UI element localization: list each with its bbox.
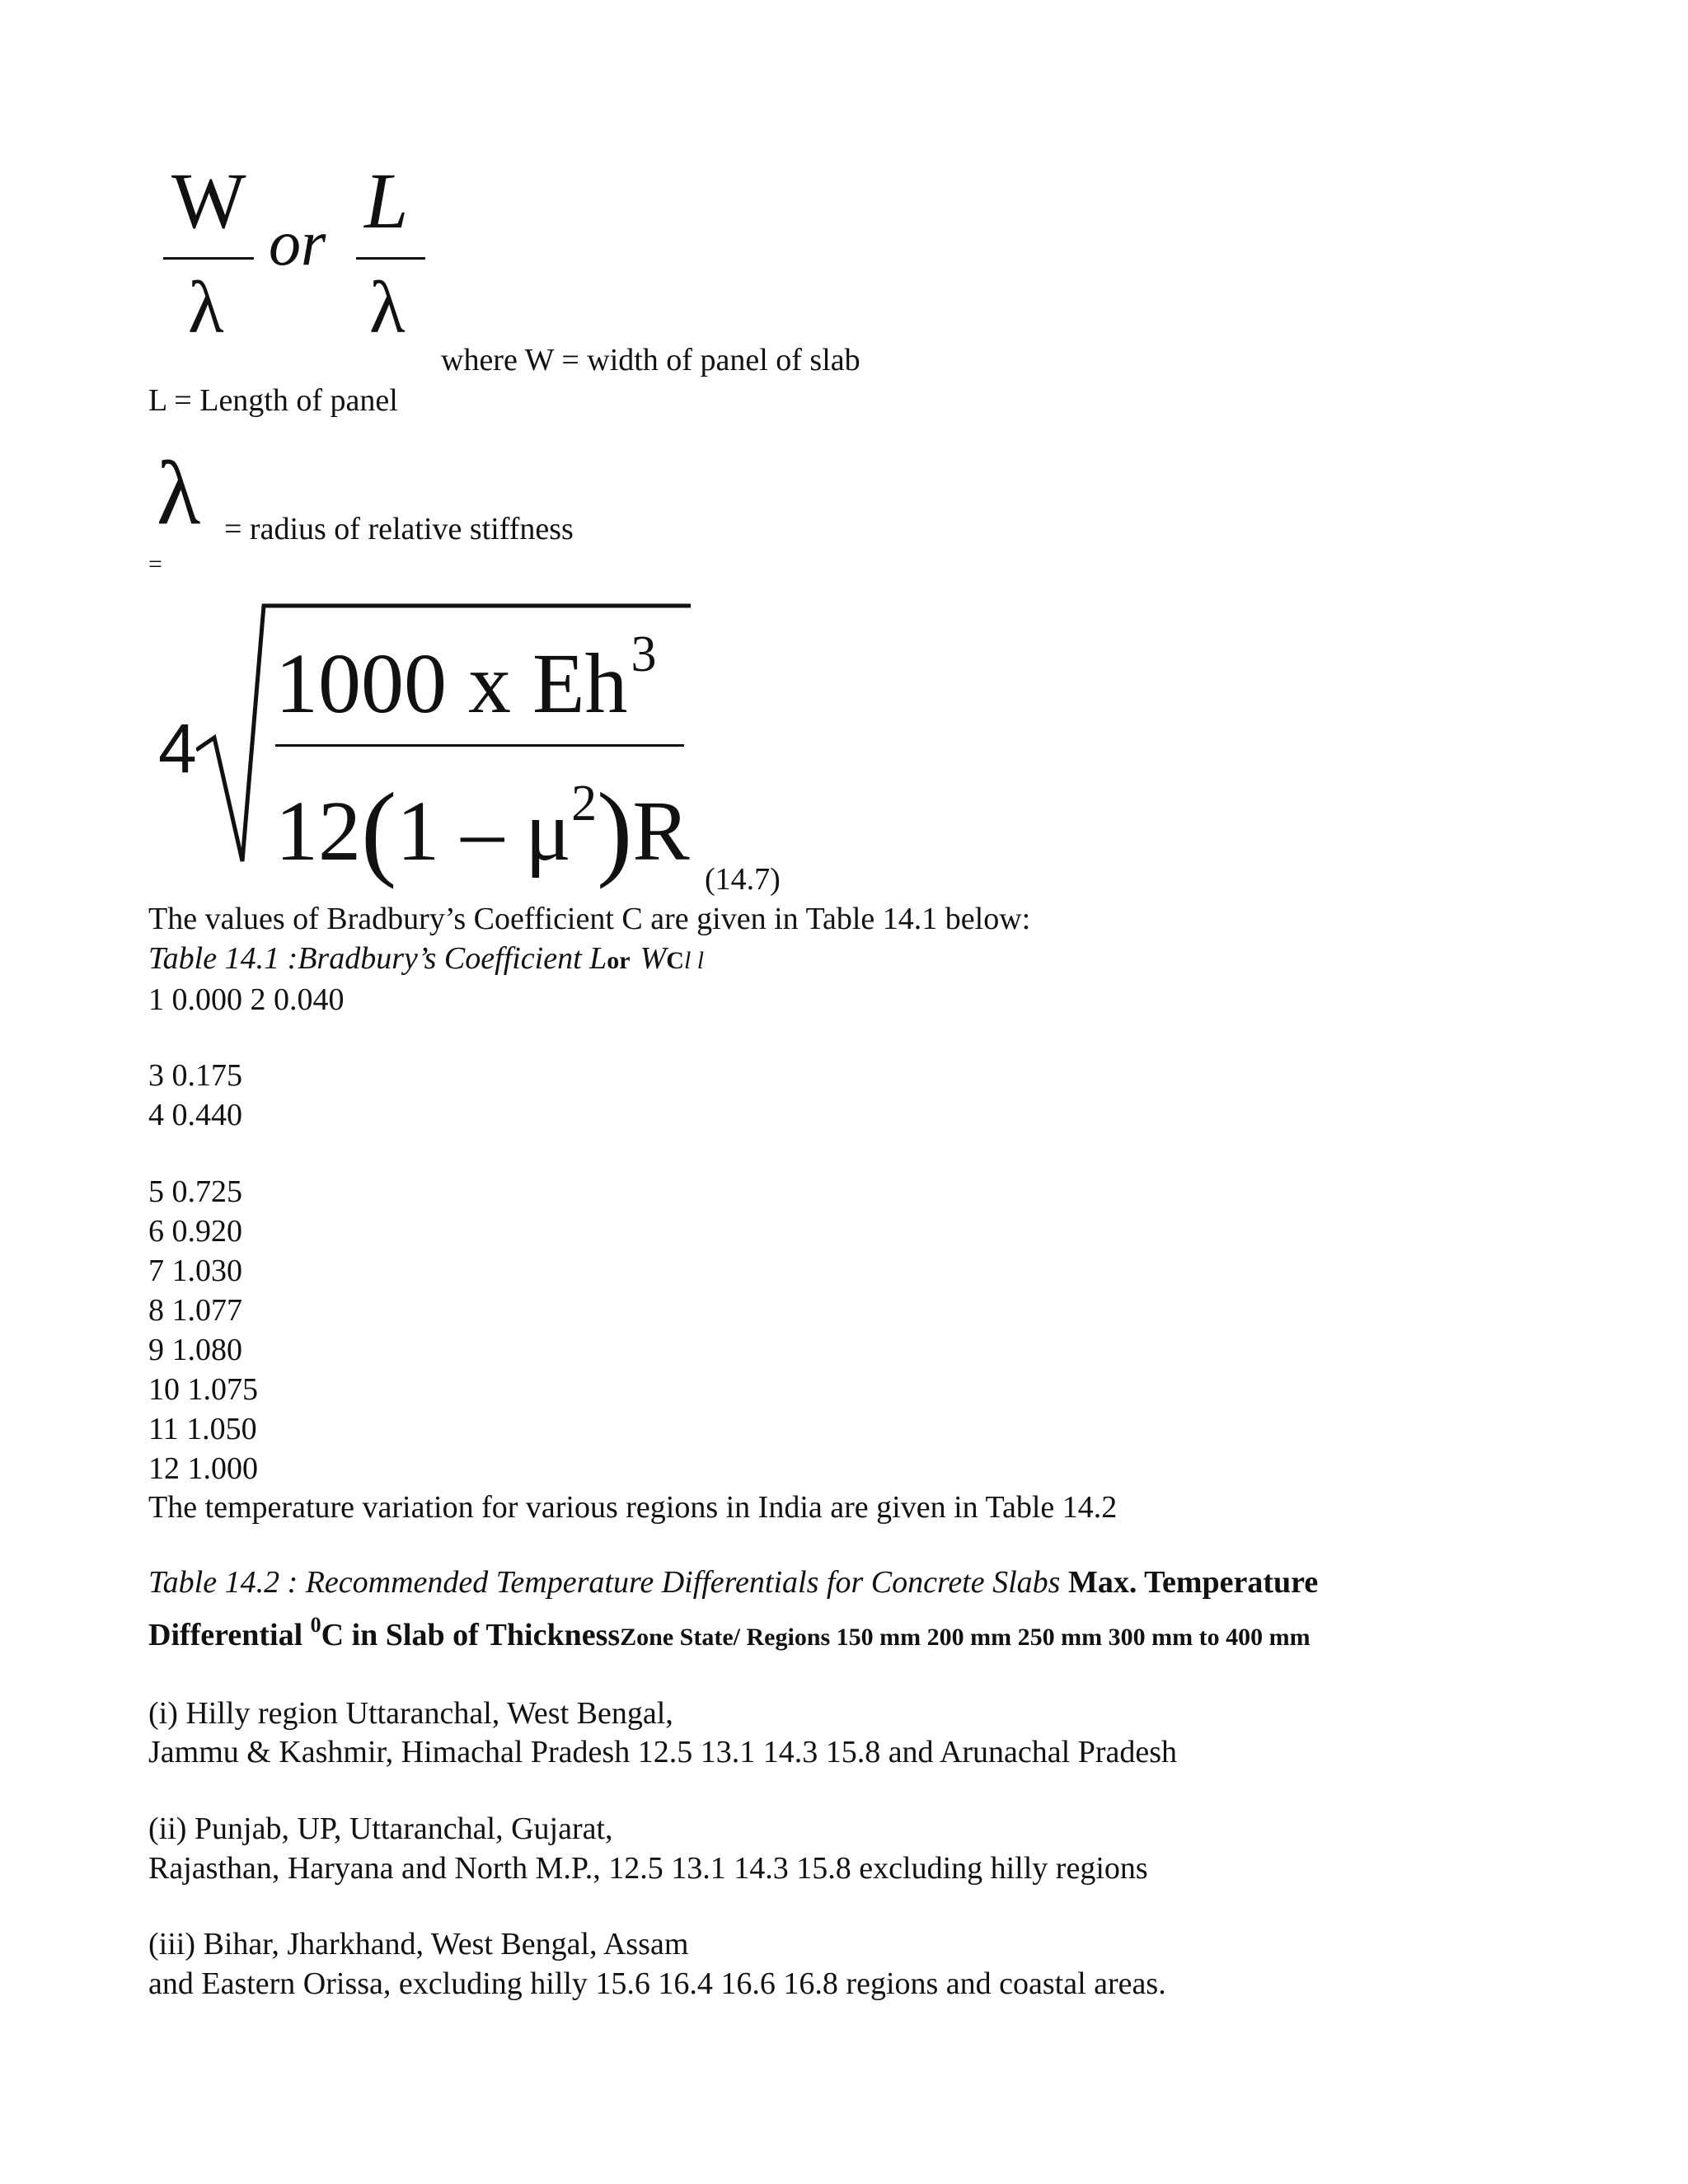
- table1-row: 1 0.000 2 0.040: [148, 982, 345, 1017]
- numerator-text: 1000 x Eh: [275, 636, 628, 731]
- table2-line2-bold: Differential: [148, 1618, 311, 1652]
- numerator-exponent: 3: [631, 626, 657, 682]
- den-r: R: [632, 784, 690, 879]
- root-denominator: [275, 762, 690, 890]
- table2-entry-line: (ii) Punjab, UP, Uttaranchal, Gujarat,: [148, 1811, 613, 1846]
- table1-caption-or: or: [607, 947, 631, 974]
- den-12: 12: [275, 784, 361, 879]
- den-inner: 1 – μ: [396, 784, 572, 879]
- denominator-lambda-right: λ: [369, 267, 406, 349]
- table2-entry-line: (i) Hilly region Uttaranchal, West Bengal,: [148, 1696, 673, 1731]
- table1-row: 7 1.030: [148, 1254, 242, 1288]
- equation-number: (14.7): [705, 862, 781, 897]
- table1-row: 10 1.075: [148, 1372, 258, 1407]
- table-14-2-header: [148, 1607, 1311, 1656]
- table1-row: 8 1.077: [148, 1293, 242, 1328]
- table1-caption-text: Table 14.1 :Bradbury’s Coefficient L: [148, 941, 607, 976]
- bradbury-intro: The values of Bradbury’s Coefficient C are given in Table 14.1 below:: [148, 902, 1031, 936]
- table2-entry-line: (iii) Bihar, Jharkhand, West Bengal, Assam: [148, 1927, 689, 1961]
- table2-caption-italic: Table 14.2 : Recommended Temperature Differentials for Concrete Slabs: [148, 1565, 1068, 1600]
- table1-row: 12 1.000: [148, 1451, 258, 1486]
- table1-row: 3 0.175: [148, 1058, 242, 1093]
- root-numerator: [275, 626, 657, 733]
- table2-caption-bold: Max. Temperature: [1067, 1565, 1319, 1600]
- lambda-symbol: λ: [157, 443, 201, 543]
- numerator-l: L: [364, 157, 409, 245]
- table2-entry-line: Rajasthan, Haryana and North M.P., 12.5 13.1 14.3 15.8 excluding hilly regions: [148, 1851, 1148, 1886]
- temperature-intro: The temperature variation for various regions in India are given in Table 14.2: [148, 1490, 1118, 1525]
- table1-caption-w: W: [640, 941, 667, 976]
- or-connector: or: [269, 207, 326, 279]
- table1-caption-tail: l l: [683, 947, 705, 974]
- degree-superscript: 0: [310, 1613, 321, 1637]
- table2-line2-bold-rest: C in Slab of Thickness: [321, 1618, 621, 1652]
- denominator-lambda-left: λ: [188, 267, 224, 349]
- table1-caption-c: C: [666, 947, 684, 974]
- den-paren-close: ): [597, 771, 633, 890]
- equals-sign: =: [148, 551, 162, 578]
- table-14-2-caption: [148, 1564, 1318, 1601]
- fraction-bar-right: [356, 257, 425, 260]
- table1-row: 9 1.080: [148, 1333, 242, 1367]
- table1-row: 6 0.920: [148, 1214, 242, 1249]
- table1-row: 11 1.050: [148, 1412, 257, 1446]
- radius-line: = radius of relative stiffness: [224, 512, 574, 546]
- table2-entry-line: Jammu & Kashmir, Himachal Pradesh 12.5 13.1 14.3 15.8 and Arunachal Pradesh: [148, 1735, 1178, 1769]
- where-w-line: where W = width of panel of slab: [441, 343, 860, 377]
- den-inner-exponent: 2: [571, 776, 598, 832]
- table1-row: 4 0.440: [148, 1098, 242, 1132]
- den-paren-open: (: [361, 771, 397, 890]
- l-length-line: L = Length of panel: [148, 383, 398, 418]
- fraction-bar-left: [163, 257, 254, 260]
- table2-column-header: Zone State/ Regions 150 mm 200 mm 250 mm 300 mm to 400 mm: [620, 1624, 1311, 1651]
- numerator-w: W: [171, 157, 246, 245]
- table-14-1-caption: [148, 940, 704, 979]
- root-index: 4: [158, 710, 197, 787]
- table1-row: 5 0.725: [148, 1174, 242, 1209]
- root-fraction-bar: [275, 744, 684, 747]
- table2-entry-line: and Eastern Orissa, excluding hilly 15.6 16.4 16.6 16.8 regions and coastal areas.: [148, 1966, 1166, 2001]
